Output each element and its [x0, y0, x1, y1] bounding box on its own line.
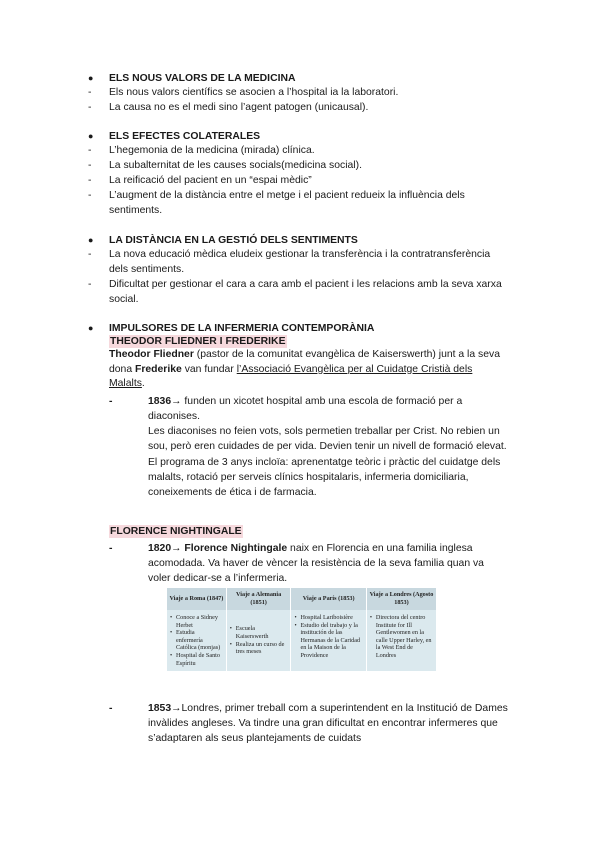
section-florence [88, 525, 508, 587]
bullet-icon: ● [88, 131, 94, 141]
list-item: - La reificació del pacient en un “espai mèdic” [88, 175, 312, 186]
section-florence-1853 [88, 701, 508, 747]
bullet-icon: ● [88, 235, 94, 245]
list-item: - L’augment de la distància entre el metge i el pacient redueix la influència dels sentiments. [88, 190, 465, 216]
table-header: Viaje a Londres (Agosto 1853) [366, 588, 436, 610]
event-1853: - 1853→Londres, primer treball com a superintendent en la Institució de Dames invàlides angleses. Va tindre una gran dificultat en encontrar infermeres que s’adaptaren als seus plantejaments de cuidats [109, 703, 508, 745]
section-efectes [88, 130, 508, 218]
table-cell: • Hospital Lariboisière • Estudio del trabajo y la institución de las Hermanas de la Caridad en la Maison de la Providence [291, 610, 366, 671]
subsection-title: FLORENCE NIGHTINGALE [110, 526, 242, 537]
section-heading: ● ELS NOUS VALORS DE LA MEDICINA [88, 73, 296, 84]
table-cell: • Conoce a Sidney Herbet • Estudia enfermería Católica (monjas) • Hospital de Santo Espíritu [167, 610, 226, 671]
subsection-fliedner [88, 335, 508, 500]
list-item: - L’hegemonia de la medicina (mirada) clínica. [88, 145, 315, 156]
bullet-icon: ● [88, 73, 94, 83]
bullet-icon: ● [88, 323, 94, 333]
list-item: - La nova educació mèdica eludeix gestionar la transferència i la contratransferència dels sentiments. [88, 249, 491, 275]
table-header: Viaje a Roma (1847) [167, 588, 226, 610]
association-link: l’Associació Evangèlica per al Cuidatge Cristià dels Malalts [109, 363, 473, 390]
table-header: Viaje a Alemania (1851) [226, 588, 291, 610]
table-header-row [167, 588, 437, 610]
list-item: - La subalternitat de les causes socials(medicina social). [88, 160, 362, 171]
section-heading: ● ELS EFECTES COLATERALES [88, 131, 261, 142]
list-item: - Dificultat per gestionar el cara a cara amb el pacient i les relacions amb la seva xarxa social. [88, 279, 502, 305]
table-cell: • Escuela Kaiserswerth • Realiza un curso de tres meses [226, 610, 291, 671]
event-1836: - 1836→ funden un xicotet hospital amb una escola de formació per a diaconises. Les diaconises no feien vots, sols permetien treballar per Crist. No rebien un sou, però eren cuidades de per vida. Devien tenir un nivell de formació elevat. El programa de 3 anys incloïa: aprenentatge teòric i pràctic del cuidatge dels malalts, rotació per serveis clínics hospitalaris, infermeria domiciliaria, coneixements de ética i de farmacia. [109, 395, 507, 498]
subsection-title: THEODOR FLIEDNER I FREDERIKE [110, 336, 286, 347]
table-row [167, 610, 437, 671]
travel-table [167, 588, 437, 671]
intro-paragraph: Theodor Fliedner (pastor de la comunitat evangèlica de Kaiserswerth) junt a la seva dona Frederike van fundar l’Associació Evangèlica per al Cuidatge Cristià dels Malalts. [109, 349, 500, 390]
table-header: Viaje a París (1853) [291, 588, 366, 610]
list-item: - Els nous valors científics se asocien a l’hospital ia la laboratori. [88, 87, 399, 98]
section-heading: ● IMPULSORES DE LA INFERMERIA CONTEMPORÀNIA [88, 323, 375, 334]
list-item: - La causa no es el medi sino l’agent patogen (unicausal). [88, 102, 369, 113]
event-1820: - 1820→ Florence Nightingale naix en Florencia en una familia inglesa acomodada. Va haver de vèncer la resistència de la seva familia quan va voler dedicar-se a l’infermeria. [109, 543, 484, 585]
section-heading: ● LA DISTÀNCIA EN LA GESTIÓ DELS SENTIMENTS [88, 235, 358, 246]
section-nous-valors [88, 72, 508, 115]
table-cell: • Directora del centro Institute for Ill Gentlewomen en la calle Upper Harley, en la West End de Londres [366, 610, 436, 671]
section-distancia [88, 234, 508, 307]
section-impulsores [88, 322, 508, 500]
